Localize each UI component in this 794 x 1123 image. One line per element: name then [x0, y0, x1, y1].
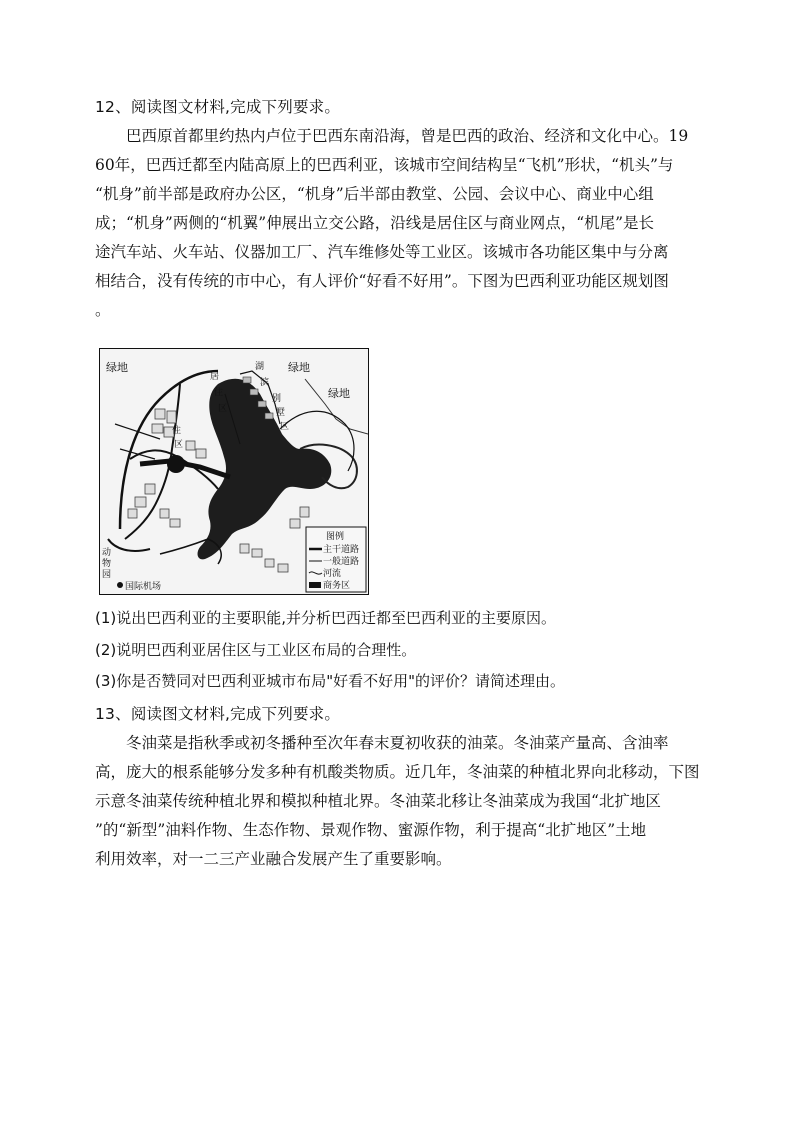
map-label-green-3: 绿地 — [328, 387, 350, 400]
map-legend — [306, 527, 366, 592]
question-13-title: 13、阅读图文材料,完成下列要求。 — [95, 705, 341, 723]
material-line: 。 — [95, 301, 111, 319]
map-label-zoo-1: 动 — [102, 548, 112, 558]
legend-title: 图例 — [326, 532, 345, 542]
question-12-material — [95, 122, 701, 325]
material-line: 巴西原首都里约热内卢位于巴西东南沿海，曾是巴西的政治、经济和文化中心。19 — [126, 127, 689, 145]
material-line: 冬油菜是指秋季或初冬播种至次年春末夏初收获的油菜。冬油菜产量高、含油率 — [126, 734, 669, 752]
material-line: 成；“机身”两侧的“机翼”伸展出立交公路，沿线是居住区与商业网点，“机尾”是长 — [95, 214, 655, 232]
question-12-sub-2: (2)说明巴西利亚居住区与工业区布局的合理性。 — [95, 641, 417, 659]
map-label-zoo-2: 物 — [102, 559, 112, 569]
brasilia-zoning-map — [99, 348, 369, 595]
map-label-green-1: 绿地 — [106, 361, 128, 374]
material-line: “机身”前半部是政府办公区，“机身”后半部由教堂、公园、会议中心、商业中心组 — [95, 185, 654, 203]
material-line: 途汽车站、火车站、仪器加工厂、汽车维修处等工业区。该城市各功能区集中与分离 — [95, 243, 669, 261]
map-label-lakeside-1: 湖 — [255, 362, 265, 372]
question-13-material — [95, 729, 701, 874]
question-12-sub-1: (1)说出巴西利亚的主要职能,并分析巴西迁都至巴西利亚的主要原因。 — [95, 609, 557, 627]
map-label-residential-3: 区 — [218, 404, 228, 414]
legend-main-road: 主干道路 — [323, 545, 360, 555]
question-12-sub-3: (3)你是否赞同对巴西利亚城市布局"好看不好用"的评价？请简述理由。 — [95, 672, 566, 690]
map-label-residential-b-2: 区 — [174, 440, 184, 450]
map-label-lakeside-2: 滨 — [260, 378, 270, 388]
map-label-villa-1: 别 — [272, 394, 282, 404]
map-label-airport: 国际机场 — [125, 582, 162, 592]
material-line: 相结合，没有传统的市中心，有人评价“好看不好用”。下图为巴西利亚功能区规划图 — [95, 272, 669, 290]
material-line: ”的“新型”油料作物、生态作物、景观作物、蜜源作物，利于提高“北扩地区”土地 — [95, 821, 647, 839]
material-line: 示意冬油菜传统种植北界和模拟种植北界。冬油菜北移让冬油菜成为我国“北扩地区 — [95, 792, 661, 810]
map-label-zoo-3: 园 — [102, 570, 112, 580]
material-line: 高，庞大的根系能够分发多种有机酸类物质。近几年，冬油菜的种植北界向北移动，下图 — [95, 763, 700, 781]
legend-business: 商务区 — [323, 581, 351, 591]
legend-river: 河流 — [323, 569, 342, 579]
question-12-title: 12、阅读图文材料,完成下列要求。 — [95, 98, 341, 116]
map-figure — [100, 349, 368, 594]
map-label-green-2: 绿地 — [288, 361, 310, 374]
map-label-villa-3: 区 — [280, 422, 290, 432]
map-label-residential-2: 住 — [214, 388, 224, 398]
material-line: 利用效率，对一二三产业融合发展产生了重要影响。 — [95, 850, 452, 868]
map-label-residential-1: 居 — [210, 372, 220, 382]
map-label-villa-2: 墅 — [276, 408, 286, 418]
map-label-residential-b-1: 住 — [172, 426, 182, 436]
legend-road: 一般道路 — [323, 557, 360, 567]
material-line: 60年，巴西迁都至内陆高原上的巴西利亚，该城市空间结构呈“飞机”形状，“机头”与 — [95, 156, 674, 174]
